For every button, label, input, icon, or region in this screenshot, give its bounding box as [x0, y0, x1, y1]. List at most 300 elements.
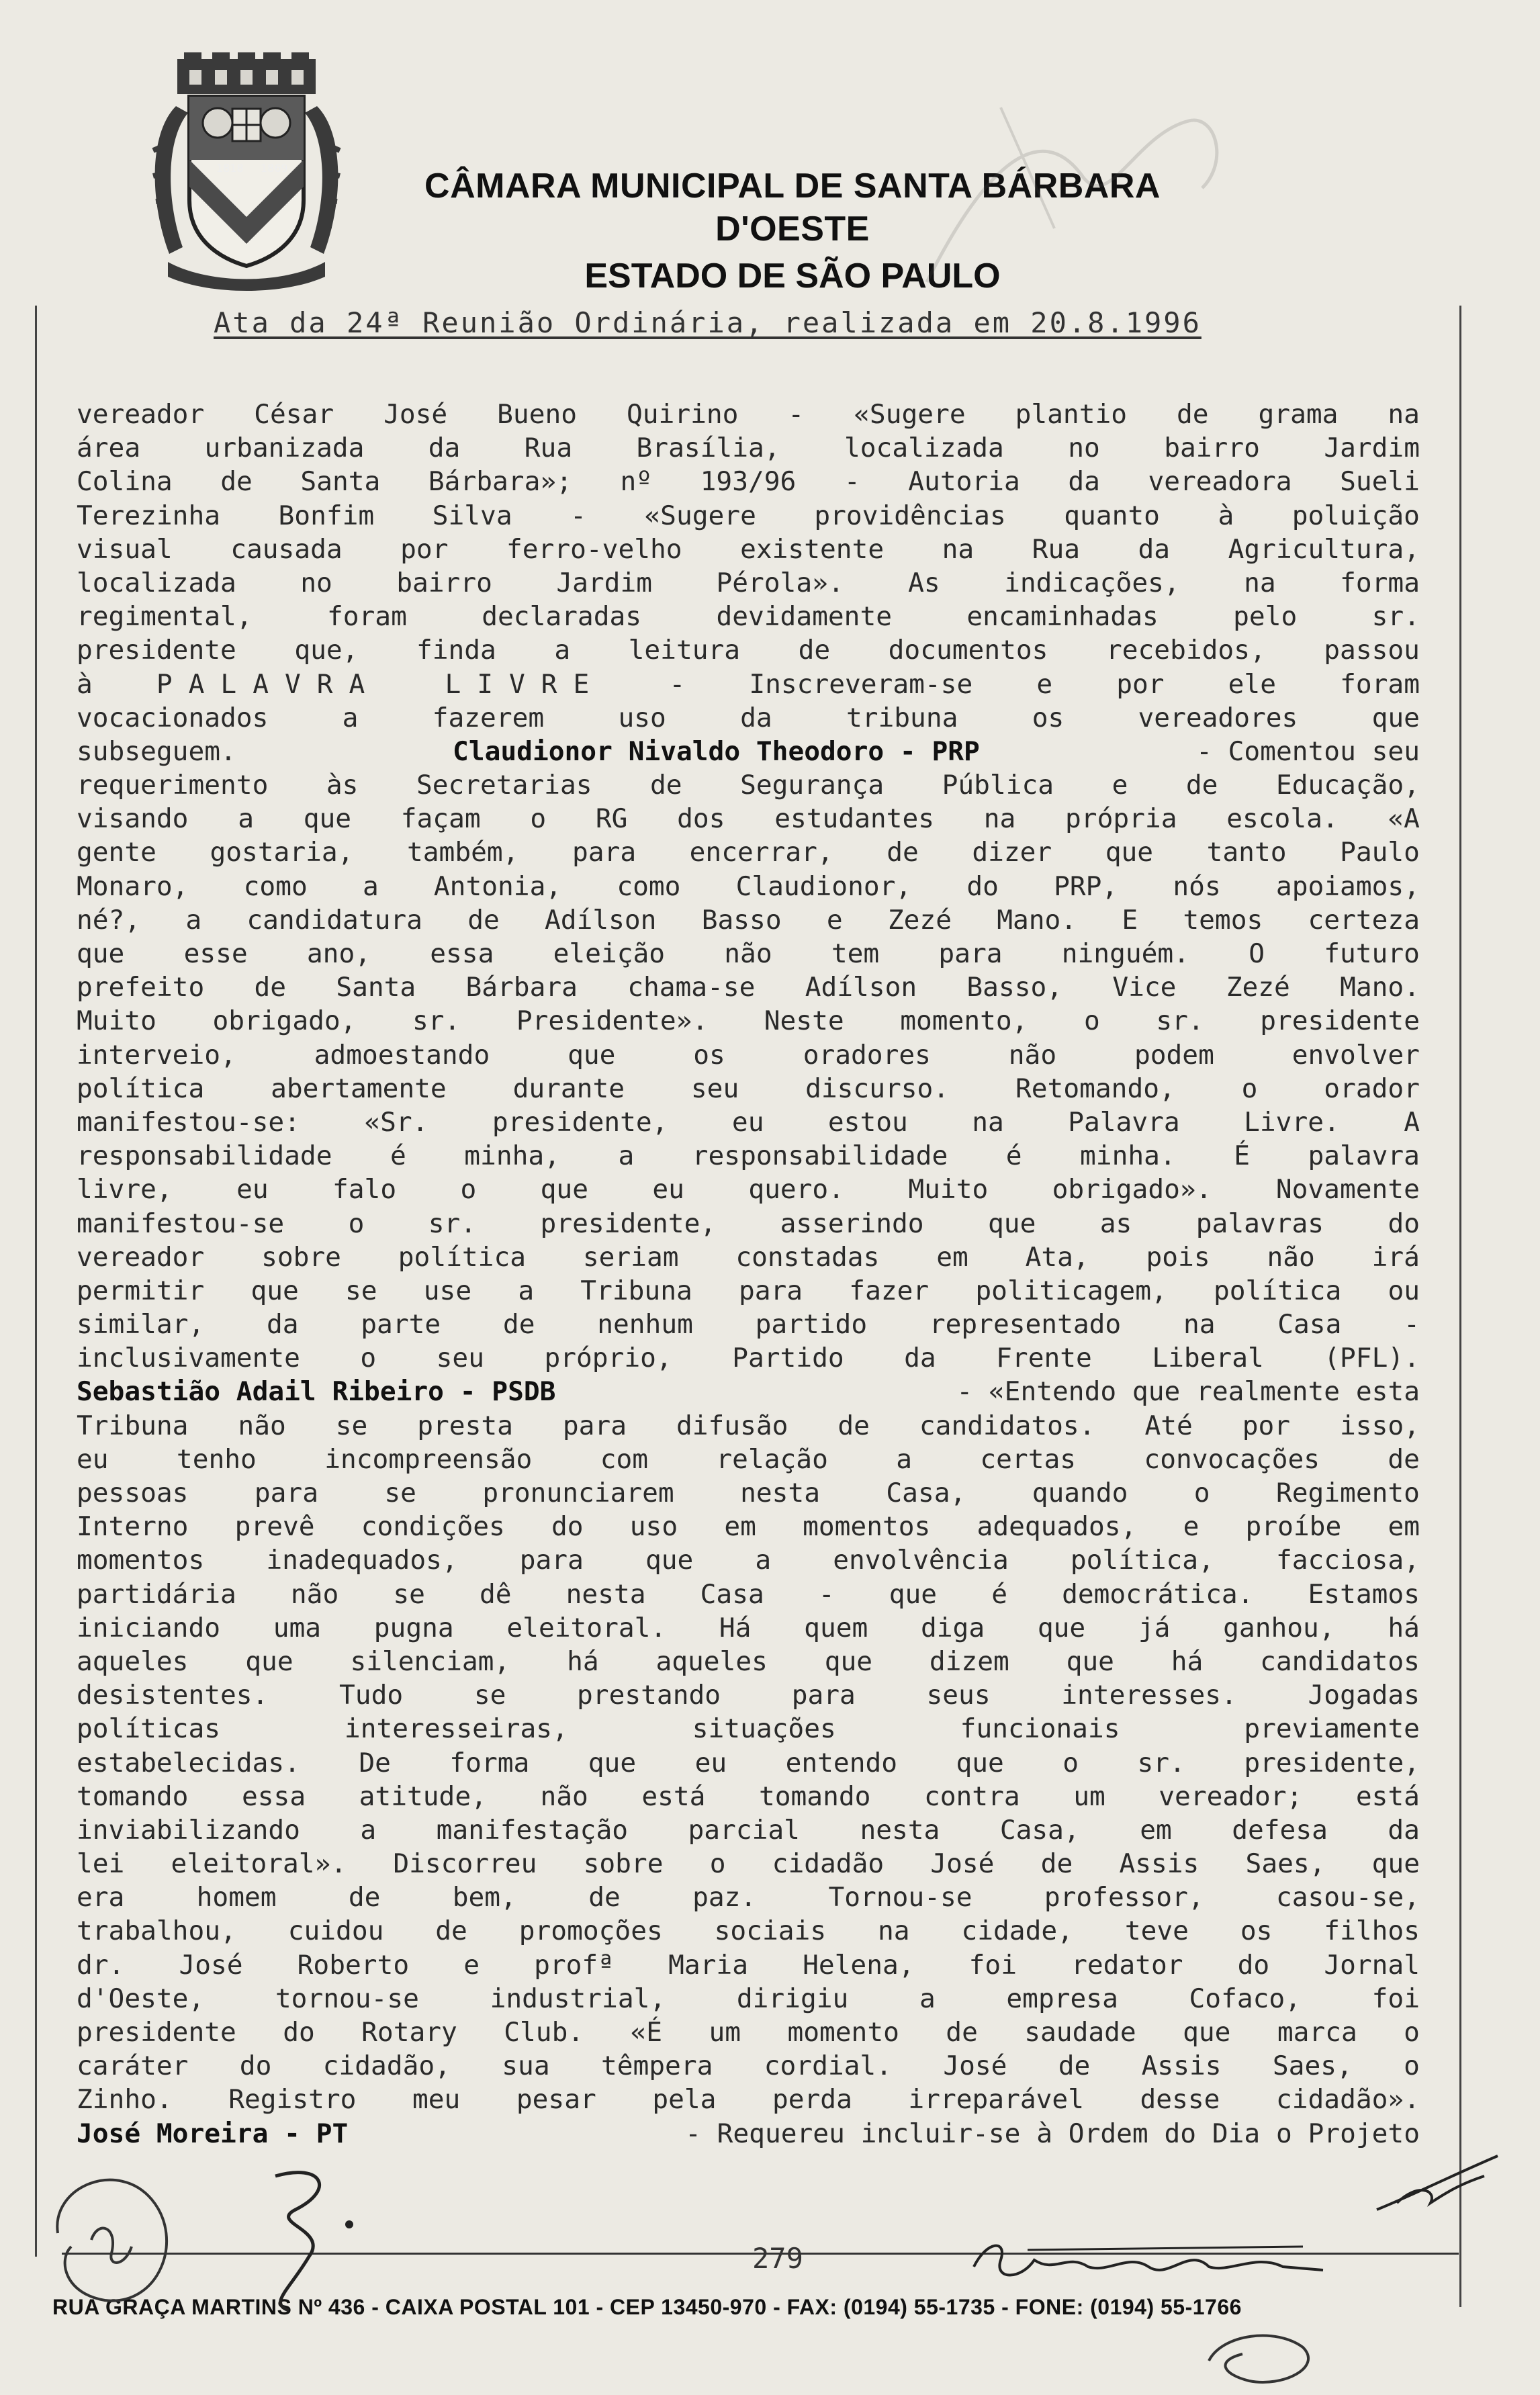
text-line: [77, 1813, 1420, 1847]
word: inviabilizando: [77, 1814, 300, 1846]
word: é: [1005, 1140, 1022, 1172]
text-line: [77, 1645, 1420, 1678]
word: Santa: [300, 466, 381, 498]
word: Frente: [996, 1343, 1092, 1374]
word: eu: [694, 1747, 727, 1778]
word: providências: [814, 500, 1006, 531]
word: abertamente: [271, 1073, 447, 1104]
word: Basso: [701, 904, 782, 936]
word: gostaria,: [210, 837, 354, 868]
word: Adílson: [805, 972, 917, 1003]
word: candidatos: [1260, 1645, 1420, 1677]
word: declaradas: [482, 601, 642, 633]
word: existente: [740, 533, 885, 565]
word: prevê: [234, 1511, 315, 1543]
word: Tribuna: [77, 1410, 189, 1441]
word: momento: [787, 2017, 899, 2048]
word: passou: [1324, 635, 1420, 666]
word: políticas: [77, 1713, 221, 1745]
word: Claudionor,: [735, 870, 912, 902]
word: o: [1404, 2050, 1420, 2082]
text-line: [77, 870, 1420, 903]
word: certas: [980, 1443, 1077, 1475]
word: quando: [1032, 1478, 1128, 1508]
word: eu: [236, 1174, 269, 1206]
word: na: [1388, 399, 1420, 430]
word: PRP,: [1054, 870, 1118, 902]
word: façam: [400, 803, 481, 835]
word: a: [342, 702, 359, 733]
word: plantio: [1015, 399, 1128, 430]
word: e: [1036, 668, 1053, 700]
word: irreparável: [908, 2084, 1084, 2116]
minutes-title: Ata da 24ª Reunião Ordinária, realizada em 20.8.1996: [214, 306, 1202, 339]
word: sobre: [583, 1848, 664, 1880]
left-margin-line: [35, 306, 37, 2257]
word: palavra: [1308, 1140, 1420, 1172]
word: da: [904, 1343, 936, 1374]
word: Jogadas: [1308, 1680, 1420, 1711]
text-line: [77, 1308, 1420, 1341]
word: Novamente: [1275, 1174, 1420, 1206]
word: cidadão: [772, 1848, 885, 1880]
word: forma: [1340, 567, 1420, 598]
text-line: [77, 1375, 1420, 1408]
word: Bonfim: [278, 500, 375, 531]
word: presidente: [77, 635, 236, 666]
word: teve: [1124, 1915, 1189, 1947]
word: pronunciarem: [482, 1478, 674, 1508]
word: Maria: [668, 1949, 748, 1981]
word: urbanizada: [204, 433, 365, 464]
text-line: [77, 1543, 1420, 1577]
word: contra: [923, 1780, 1020, 1812]
word: manifestou-se: [77, 1208, 285, 1239]
word: Neste: [764, 1005, 844, 1037]
word: E: [1122, 904, 1138, 936]
word: industrial,: [490, 1983, 666, 2014]
word: uso: [618, 702, 666, 733]
word: sua: [502, 2050, 550, 2082]
word: de: [348, 1882, 381, 1913]
word: seus: [926, 1680, 991, 1711]
word: não: [238, 1410, 286, 1441]
word: finda: [416, 635, 496, 666]
word: regimental,: [77, 601, 253, 633]
word: momento,: [900, 1005, 1028, 1037]
word: prefeito: [77, 972, 205, 1003]
word: Colina: [77, 466, 173, 498]
word: o: [460, 1174, 477, 1206]
word: Terezinha: [77, 500, 221, 531]
word: pessoas: [77, 1478, 189, 1508]
word: do: [1388, 1208, 1420, 1239]
word: facciosa,: [1275, 1545, 1420, 1576]
text-line: [77, 1476, 1420, 1510]
word: meu: [412, 2084, 461, 2116]
word: da: [740, 702, 772, 733]
word: uso: [629, 1511, 678, 1543]
word: José: [930, 1848, 995, 1880]
word: presidente: [77, 2017, 236, 2048]
word: por: [1242, 1410, 1291, 1441]
text-line: [77, 835, 1420, 869]
word: apoiamos,: [1275, 870, 1420, 902]
word: política: [398, 1241, 527, 1273]
word: como: [617, 870, 681, 902]
text-line: [77, 970, 1420, 1004]
word: ano,: [306, 938, 371, 969]
word: presidente,: [492, 1106, 668, 1138]
word: os: [1032, 702, 1065, 733]
institution-name: CÂMARA MUNICIPAL DE SANTA BÁRBARA D'OESTE: [424, 167, 1161, 248]
word: o: [348, 1208, 365, 1239]
word: de: [650, 770, 682, 801]
text-line: [77, 1881, 1420, 1914]
word: oradores: [803, 1039, 931, 1071]
word: da: [1388, 1814, 1420, 1846]
text-line: [77, 1072, 1420, 1105]
word: no: [300, 567, 332, 598]
word: similar,: [77, 1309, 205, 1341]
word: de: [254, 972, 287, 1003]
word: o: [360, 1343, 377, 1374]
speaker-name: Claudionor Nivaldo Theodoro - PRP: [453, 735, 980, 767]
word: que: [1105, 837, 1154, 868]
word: e: [826, 904, 843, 936]
word: certeza: [1308, 904, 1420, 936]
word: silenciam,: [350, 1645, 510, 1677]
initials-stamp-left: [44, 2159, 206, 2327]
text-line: [77, 1948, 1420, 1982]
text-line: [77, 566, 1420, 600]
word: gente: [77, 837, 156, 868]
word: bairro: [1164, 433, 1260, 464]
word: marca: [1277, 2017, 1357, 2048]
word: para: [791, 1680, 856, 1711]
word: RG: [595, 803, 628, 835]
word: pelo: [1233, 601, 1298, 633]
word: que: [645, 1545, 694, 1576]
word: a: [185, 904, 202, 936]
word: para: [938, 938, 1003, 969]
word: professor,: [1044, 1882, 1204, 1913]
word: Bárbara»;: [428, 466, 572, 498]
word: Pública: [942, 770, 1054, 801]
word: perda: [772, 2084, 852, 2116]
text-line: [77, 1409, 1420, 1443]
word: que: [1037, 1612, 1086, 1643]
word: asserindo: [780, 1208, 924, 1239]
word: Zezé: [887, 904, 952, 936]
word: condições: [361, 1511, 505, 1543]
word: encaminhadas: [966, 601, 1159, 633]
word: -: [844, 466, 860, 498]
word: iniciando: [77, 1612, 221, 1643]
word: ferro-velho: [506, 533, 682, 565]
word: discurso.: [805, 1073, 950, 1104]
word: do: [283, 2017, 315, 2048]
word: Saes,: [1245, 1848, 1326, 1880]
word: pesar: [516, 2084, 596, 2116]
word: também,: [407, 837, 519, 868]
word: Retomando,: [1015, 1073, 1175, 1104]
word: politicagem,: [975, 1275, 1167, 1306]
word: que: [245, 1645, 293, 1677]
word: defesa: [1232, 1814, 1328, 1846]
word: para: [254, 1478, 318, 1508]
word: cidade,: [961, 1915, 1073, 1947]
text-line: [77, 1341, 1420, 1375]
word: que: [889, 1578, 938, 1610]
word: Discorreu: [393, 1848, 537, 1880]
word: tanto: [1206, 837, 1287, 868]
word: presidente,: [1244, 1747, 1420, 1778]
minutes-body: [77, 398, 1420, 2151]
word: sr.: [1156, 1005, 1204, 1037]
word: para: [738, 1275, 803, 1306]
word: José: [179, 1949, 243, 1981]
word: nº: [620, 466, 653, 498]
word: às: [326, 770, 359, 801]
word: Cofaco,: [1189, 1983, 1301, 2014]
word: «Sugere: [644, 500, 756, 531]
word: inclusivamente: [77, 1343, 300, 1374]
word: sr.: [428, 1208, 477, 1239]
word: que: [824, 1645, 873, 1677]
word: democrática.: [1062, 1578, 1254, 1610]
text-line: [77, 1274, 1420, 1308]
word: Bueno: [497, 399, 578, 430]
word: -: [788, 399, 805, 430]
word: essa: [242, 1780, 306, 1812]
word: têmpera: [600, 2050, 713, 2082]
word: o: [1241, 1073, 1258, 1104]
word: prestando: [577, 1680, 721, 1711]
text-line: [77, 1173, 1420, 1206]
institution-state: ESTADO DE SÃO PAULO: [584, 257, 1001, 296]
word: Vice: [1112, 972, 1177, 1003]
word: isso,: [1340, 1410, 1420, 1441]
word: uma: [273, 1612, 322, 1643]
word: vereadores: [1138, 702, 1298, 733]
word: na: [1244, 567, 1276, 598]
word: Tribuna: [580, 1275, 692, 1306]
text-line: [77, 533, 1420, 566]
word: Club.: [504, 2017, 584, 2048]
municipal-crest-emblem: [149, 52, 344, 291]
word: dos: [677, 803, 725, 835]
rubric-right: [1370, 2149, 1504, 2223]
word: (PFL).: [1324, 1343, 1420, 1374]
text-line: [77, 802, 1420, 835]
word: um: [709, 2017, 741, 2048]
word: eu: [731, 1106, 764, 1138]
word: trabalhou,: [77, 1915, 236, 1947]
word: pugna: [373, 1612, 454, 1643]
word: foi: [1371, 1983, 1420, 2014]
word: que: [1066, 1645, 1114, 1677]
word: Antonia,: [433, 870, 562, 902]
word: na: [1183, 1309, 1216, 1341]
word: Até: [1144, 1410, 1193, 1441]
word: casou-se,: [1275, 1882, 1420, 1913]
word: recebidos,: [1105, 635, 1266, 666]
word: minha,: [464, 1140, 560, 1172]
word: interesses.: [1061, 1680, 1237, 1711]
word: que: [1371, 1848, 1420, 1880]
svg-text:1818: 1818: [216, 162, 244, 175]
word: de: [887, 837, 919, 868]
word: Casa,: [999, 1814, 1080, 1846]
word: se: [384, 1478, 416, 1508]
word: envolvência: [833, 1545, 1009, 1576]
word: Roberto: [297, 1949, 410, 1981]
text-line: [77, 1004, 1420, 1038]
word: visando: [77, 803, 189, 835]
word: Assis: [1141, 2050, 1222, 2082]
word: estudantes: [774, 803, 935, 835]
word: grama: [1258, 399, 1339, 430]
word: o: [1193, 1478, 1210, 1508]
word: Mano.: [1340, 972, 1420, 1003]
word: «Sugere: [854, 399, 966, 430]
word: homem: [196, 1882, 277, 1913]
word: encerrar,: [689, 837, 833, 868]
word: minha.: [1080, 1140, 1176, 1172]
word: não: [1008, 1039, 1057, 1071]
word: livre,: [77, 1174, 173, 1206]
text-line: [77, 1982, 1420, 2016]
text-line: [77, 600, 1420, 633]
word: filhos: [1324, 1915, 1420, 1947]
word: dirigiu: [736, 1983, 849, 2014]
word: Tudo: [339, 1680, 404, 1711]
word: para: [519, 1545, 584, 1576]
word: responsabilidade: [692, 1140, 948, 1172]
text-line: [77, 701, 1420, 735]
word: orador: [1324, 1073, 1420, 1104]
word: nenhum: [597, 1309, 693, 1341]
word: que: [251, 1275, 299, 1306]
word: Helena,: [803, 1949, 915, 1981]
text-segment: - «Entendo que realmente esta: [956, 1376, 1420, 1408]
text-line: [77, 1578, 1420, 1611]
word: caráter: [77, 2050, 189, 2082]
word: o: [1084, 1005, 1100, 1037]
word: e: [463, 1949, 480, 1981]
word: relação: [716, 1443, 828, 1475]
word: constadas: [735, 1241, 880, 1273]
word: em: [724, 1511, 756, 1543]
word: não: [290, 1578, 339, 1610]
text-line: [77, 1240, 1420, 1274]
word: o: [1404, 2017, 1420, 2048]
word: durante: [512, 1073, 625, 1104]
word: em: [936, 1241, 968, 1273]
text-line: [77, 1712, 1420, 1746]
text-line: [77, 465, 1420, 498]
word: Rotary: [361, 2017, 457, 2048]
word: A: [1404, 1106, 1420, 1138]
word: entendo: [785, 1747, 898, 1778]
text-line: [77, 2016, 1420, 2049]
text-line: [77, 431, 1420, 465]
word: de: [1388, 1443, 1420, 1475]
word: a: [554, 635, 571, 666]
word: na: [942, 533, 975, 565]
word: por: [400, 533, 449, 565]
word: convocações: [1144, 1443, 1320, 1475]
word: eu: [77, 1443, 109, 1475]
word: -: [818, 1578, 835, 1610]
word: própria: [1065, 803, 1177, 835]
word: que: [1371, 702, 1420, 733]
word: que,: [294, 635, 359, 666]
word: os: [693, 1039, 725, 1071]
word: Inscreveram-se: [749, 668, 973, 700]
word: sr.: [1371, 601, 1420, 633]
text-line: [77, 1611, 1420, 1645]
text-line: [77, 1139, 1420, 1173]
word: nesta: [740, 1478, 820, 1508]
word: inadequados,: [266, 1545, 458, 1576]
word: ninguém.: [1061, 938, 1189, 969]
word: José: [383, 399, 448, 430]
word: obrigado».: [1052, 1174, 1212, 1206]
word: cidadão,: [322, 2050, 451, 2082]
word: manifestação: [436, 1814, 629, 1846]
word: pela: [652, 2084, 717, 2116]
word: seriam: [582, 1241, 679, 1273]
word: que: [588, 1747, 637, 1778]
word: na: [878, 1915, 910, 1947]
word: requerimento: [77, 770, 269, 801]
word: temos: [1183, 904, 1263, 936]
word: De: [359, 1747, 391, 1778]
word: falo: [332, 1174, 397, 1206]
word: -: [570, 500, 586, 531]
word: momentos: [77, 1545, 205, 1576]
word: e: [1183, 1511, 1199, 1543]
word: há: [567, 1645, 599, 1677]
word: da: [1138, 533, 1171, 565]
word: como: [243, 870, 308, 902]
word: desse: [1140, 2084, 1220, 2116]
word: está: [1355, 1780, 1420, 1812]
word: fazerem: [432, 702, 545, 733]
word: em: [1388, 1511, 1420, 1543]
word: redator: [1071, 1949, 1183, 1981]
word: profª: [534, 1949, 614, 1981]
word: Jardim: [1324, 433, 1420, 464]
word: Quirino: [627, 399, 739, 430]
word: Palavra: [1068, 1106, 1180, 1138]
word: há: [1388, 1612, 1420, 1643]
word: não: [540, 1780, 588, 1812]
word: à: [1218, 500, 1234, 531]
word: ou: [1388, 1275, 1420, 1306]
word: se: [345, 1275, 377, 1306]
word: parcial: [688, 1814, 800, 1846]
word: cidadão».: [1275, 2084, 1420, 2116]
right-margin-line: [1459, 306, 1461, 2307]
word: nós: [1173, 870, 1221, 902]
word: da: [1068, 466, 1100, 498]
word: interesseiras,: [344, 1713, 568, 1745]
word: é: [390, 1140, 406, 1172]
text-line: [77, 1847, 1420, 1881]
